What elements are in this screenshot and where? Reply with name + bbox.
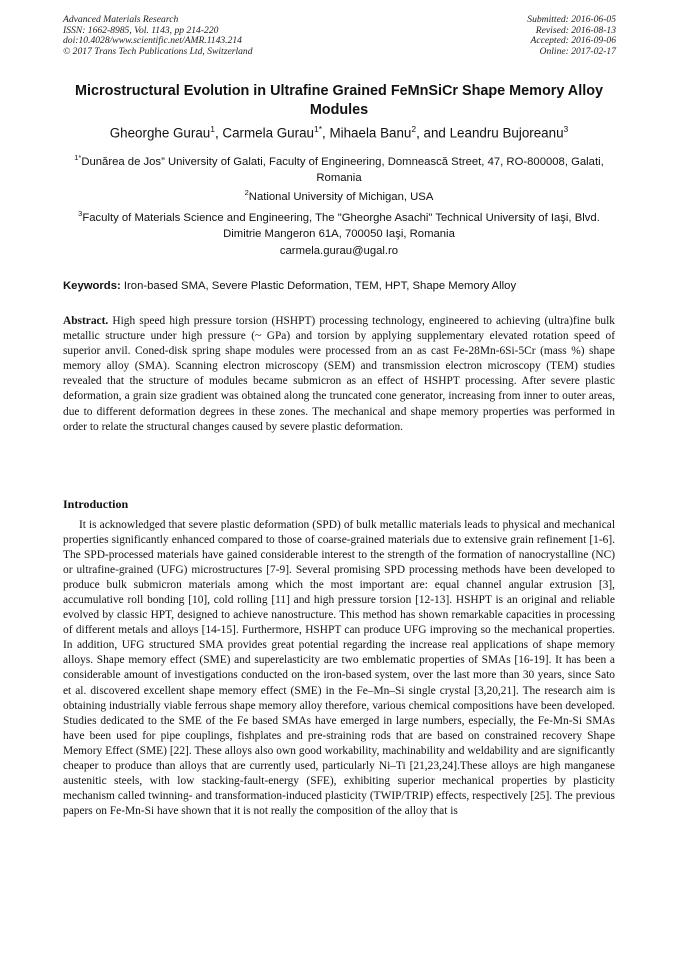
affiliation-3: [60, 206, 618, 242]
affiliation-text: National University of Michigan, USA: [248, 190, 434, 203]
author-affiliation-mark: 1: [210, 124, 215, 134]
affiliation-1: [60, 150, 618, 186]
journal-issn: ISSN: 1662-8985, Vol. 1143, pp 214-220: [63, 24, 219, 36]
author-affiliation-mark: 1*: [313, 124, 323, 134]
journal-header: [63, 15, 253, 57]
author-separator: ,: [322, 125, 330, 141]
affiliation-text: Faculty of Materials Science and Engineering, The "Gheorghe Asachi" Technical University of Iaşi, Blvd. Dimitrie Mangeron 61A, 700050 Iaşi, Romania: [82, 211, 600, 240]
author-separator: , and: [416, 125, 450, 141]
journal-copyright: © 2017 Trans Tech Publications Ltd, Switzerland: [63, 45, 253, 57]
author-name: Leandru Bujoreanu: [449, 125, 564, 141]
section-heading-introduction: Introduction: [63, 497, 129, 511]
affiliation-text: Dunărea de Jos” University of Galati, Faculty of Engineering, Domnească Street, 47, RO-800008, Galati, Romania: [81, 155, 604, 184]
author-affiliation-mark: 2: [411, 124, 417, 134]
paper-title: Microstructural Evolution in Ultrafine Grained FeMnSiCr Shape Memory Alloy Modules: [74, 83, 603, 118]
corresponding-email: carmela.gurau@ugal.ro: [279, 245, 399, 257]
submitted-date: Submitted: 2016-06-05: [527, 14, 616, 25]
keywords-label: Keywords:: [63, 280, 121, 292]
online-date: Online: 2017-02-17: [539, 45, 616, 57]
author-name: Gheorghe Gurau: [109, 125, 211, 141]
author-name: Mihaela Banu: [329, 125, 412, 141]
affiliation-mark: 3: [78, 209, 83, 218]
keywords-text: Iron-based SMA, Severe Plastic Deformation, TEM, HPT, Shape Memory Alloy: [123, 280, 517, 292]
affiliation-mark: 1*: [74, 153, 82, 162]
abstract-text: High speed high pressure torsion (HSHPT) processing technology, engineered to achieving (ultra)fine bulk metallic structure under high pressure (~ GPa) and torsion by applying supplementary elevated rotation speed of superior anvil. Coned-disk spring shape modules were processed from an as cast Fe-28Mn-6Si-5Cr (mass %) shape memory alloy (SMA). Scanning electron microscopy (SEM) and transmission electron microscopy (TEM) studies revealed that the structure of modules became submicron as an effect of HSHPT processing. After severe plastic deformation, a grain size gradient was obtained along the truncated cone generator, increasing from inner to outer areas, due to different deformation degrees in these zones. The mechanical and shape memory properties was performed in order to relate the structural changes caused by severe plastic deformation.: [63, 315, 615, 433]
author-affiliation-mark: 3: [563, 124, 569, 134]
journal-doi: doi:10.4028/www.scientific.net/AMR.1143.214: [63, 35, 242, 47]
introduction-paragraph: It is acknowledged that severe plastic deformation (SPD) of bulk metallic materials leads to physical and mechanical properties significantly enhanced compared to those of coarse-grained materials due to extensive grain refinement [1-6]. The SPD-processed materials have gained considerable interest to the strength of the formation of nanocrystalline (NC) or ultrafine-grained (UFG) microstructures [7-9]. Several promising SPD processing methods have been developed to produce bulk submicron materials among which the most important are: equal channel angular extrusion [3], accumulative roll bonding [10], cold rolling [11] and high pressure torsion [12-13]. HSHPT is an original and reliable evolved by classic HPT, designed to achieve nanostructure. This method has shown remarkable capacities in processing of different metals and alloys [14-15]. Furthermore, HSHPT can produce UFG improving so the mechanical properties. In addition, UFG structured SMA provides great potential regarding the increase real applications of shape memory alloys. Shape memory effect (SME) and superelasticity are two emblematic properties of SMAs [16-19]. It has been a considerable amount of investigations conducted on the iron-based system, over the last more than 30 years, since Sato et al. discovered excellent shape memory effect (SME) in the Fe–Mn–Si single crystal [3,20,21]. The research aim is obtaining industrially viable ferrous shape memory alloy therefore, various chemical compositions have been developed. Studies dedicated to the SME of the Fe based SMAs have emerged in large numbers, especially, the Fe-Mn-Si SMAs have been used for pipe couplings, fishplates and pre-straining rods that are based on constrained recovery Shape Memory Effect (SME) [22]. These alloys also own good workability, machinability and weldability and are significantly cheaper to produce than alloys that are currently used, particularly Ni–Ti [21,23,24].These alloys are high manganese austenitic steels, with low stacking-fault-energy (SFE), exhibiting superior mechanical properties by plasticity mechanism called twinning- and transformation-induced plasticity (TWIP/TRIP) effects, respectively [25]. The previous papers on Fe-Mn-Si have shown that it is not really the composition of the alloy that is: [63, 519, 615, 817]
affiliation-2: [60, 185, 618, 205]
affiliation-mark: 2: [244, 188, 249, 197]
journal-name: Advanced Materials Research: [63, 14, 179, 25]
abstract-label: Abstract.: [63, 315, 109, 327]
author-name: Carmela Gurau: [222, 125, 314, 141]
dates-header: [527, 15, 616, 57]
keywords: [63, 280, 615, 292]
abstract: [63, 314, 615, 435]
revised-date: Revised: 2016-08-13: [535, 24, 616, 36]
author-list: [40, 124, 638, 140]
author-separator: ,: [214, 125, 223, 141]
accepted-date: Accepted: 2016-09-06: [530, 35, 616, 47]
